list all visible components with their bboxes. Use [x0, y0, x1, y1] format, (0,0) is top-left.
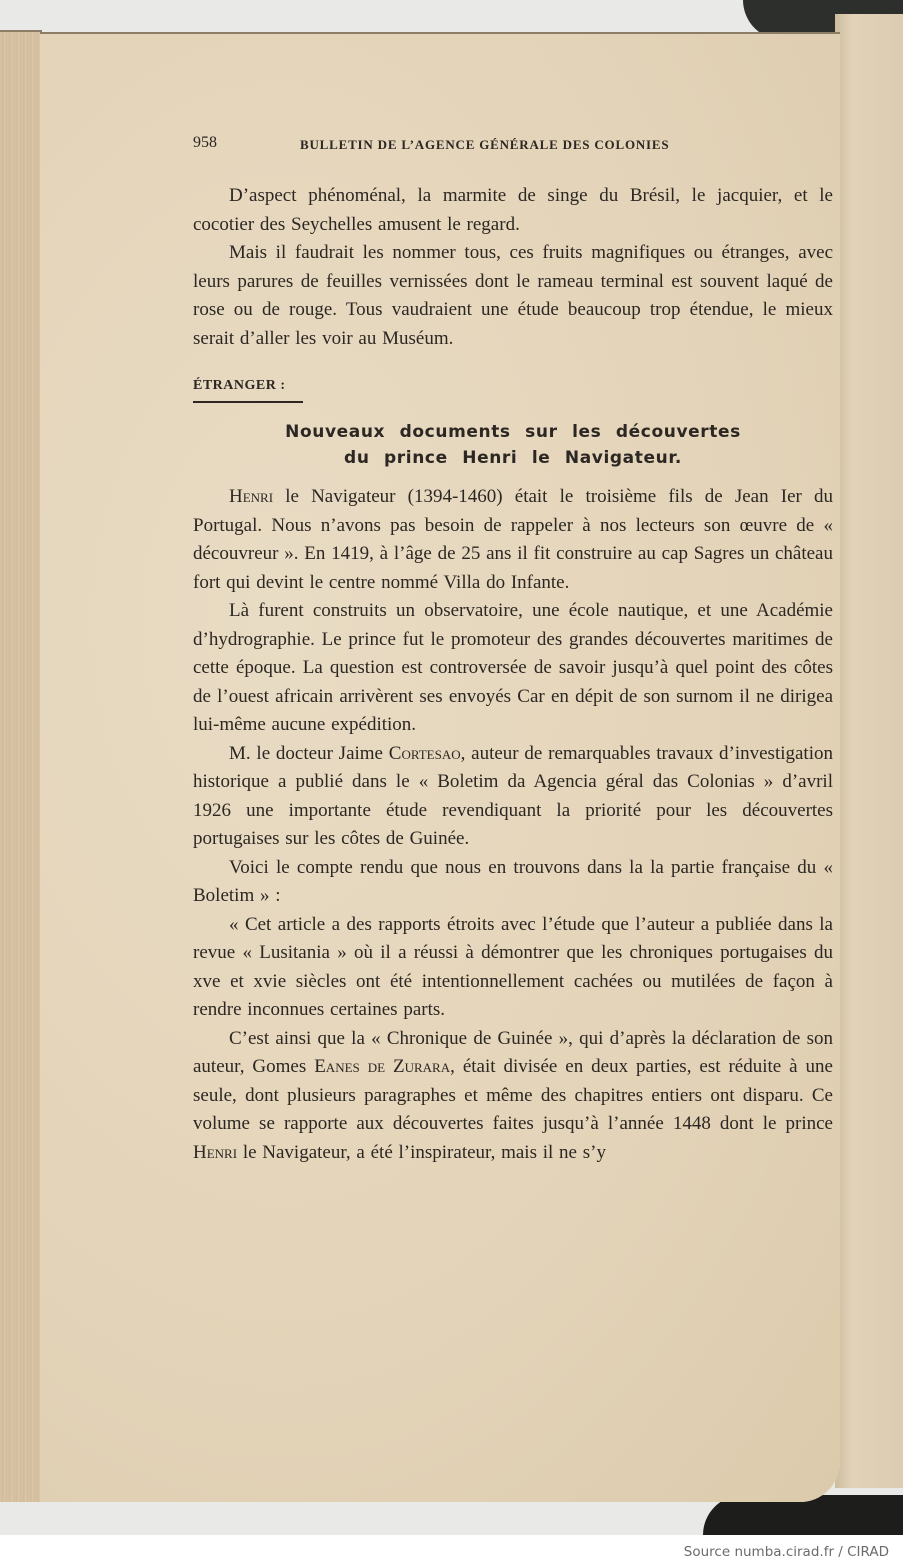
article-title-line: du prince Henri le Navigateur. [344, 448, 682, 468]
journal-title: BULLETIN DE L’AGENCE GÉNÉRALE DES COLONIES [300, 137, 670, 152]
paragraph-text: le Navigateur (1394-1460) était le troisième fils de Jean Ier du Portugal. Nous n’avons pas besoin de rappeler à nos lecteurs son œuvre de « découvreur ». En 1419, à l’âge de 25 ans il fit construire au cap Sagres un château fort qui devint le centre nommé Villa do Infante. [193, 486, 833, 593]
paragraph [193, 483, 833, 597]
section-divider [193, 401, 303, 403]
article-title [193, 419, 833, 471]
person-name: Henri [193, 1141, 238, 1163]
article-title-line: Nouveaux documents sur les découvertes [285, 422, 741, 442]
paragraph: Là furent construits un observatoire, une école nautique, et une Académie d’hydrographie. Le prince fut le promoteur des grandes découvertes maritimes de cette époque. La question est controversée de savoir jusqu’à quel point des côtes de l’ouest africain arrivèrent ses envoyés Car en dépit de son surnom il ne dirigea lui-même aucune expédition. [193, 600, 833, 735]
person-name: Eanes de Zurara [314, 1056, 451, 1077]
page-number: 958 [193, 134, 217, 151]
paragraph: D’aspect phénoménal, la marmite de singe du Brésil, le jacquier, et le cocotier des Seychelles amusent le regard. [193, 185, 833, 235]
running-head [193, 130, 833, 154]
paragraph: Voici le compte rendu que nous en trouvons dans la la partie française du « Boletim » : [193, 856, 833, 906]
paragraph-text: , auteur de remarquables travaux d’investigation historique a publié dans le « Boletim da Agencia géral das Colonias » d’avril 1926 une importante étude revendiquant la priorité pour les découvertes portugaises sur les côtes de Guinée. [193, 742, 833, 849]
paragraph-text: C’est ainsi que la « Chronique de Guinée », qui d’après la déclaration de son auteur, Gomes [193, 1027, 833, 1077]
paragraph-text: M. le docteur Jaime [229, 742, 389, 764]
paragraph: Mais il faudrait les nommer tous, ces fruits magnifiques ou étranges, avec leurs parures de feuilles vernissées dont le rameau terminal est souvent laqué de rose ou de rouge. Tous vaudraient une étude beaucoup trop étendue, le mieux serait d’aller les voir au Muséum. [193, 242, 833, 349]
person-name: Henri [229, 486, 274, 507]
quote-paragraph: « Cet article a des rapports étroits avec l’étude que l’auteur a publiée dans la revue « Lusitania » où il a réussi à démontrer que les chroniques portugaises du xve et xvie siècles ont été intentionnellement cachées ou mutilées de façon à rendre inconnues certaines parts. [193, 913, 833, 1020]
page-text [193, 130, 833, 1167]
paragraph-text: le Navigateur, a été l’inspirateur, mais il ne s’y [237, 1141, 606, 1163]
section-label: ÉTRANGER : [193, 378, 286, 393]
paragraph [193, 740, 833, 854]
paragraph-text: , était divisée en deux parties, est réduite à une seule, dont plusieurs paragraphes et même des chapitres entiers ont disparu. Ce volume se rapporte aux découvertes faites jusqu’à l’année 1448 dont le prince [193, 1056, 833, 1134]
facing-page-edge [835, 14, 903, 1488]
stacked-page-edges [0, 30, 42, 1502]
person-name: Cortesao [388, 742, 461, 764]
paragraph [193, 1025, 833, 1168]
source-credit: Source numba.cirad.fr / CIRAD [683, 1544, 889, 1560]
